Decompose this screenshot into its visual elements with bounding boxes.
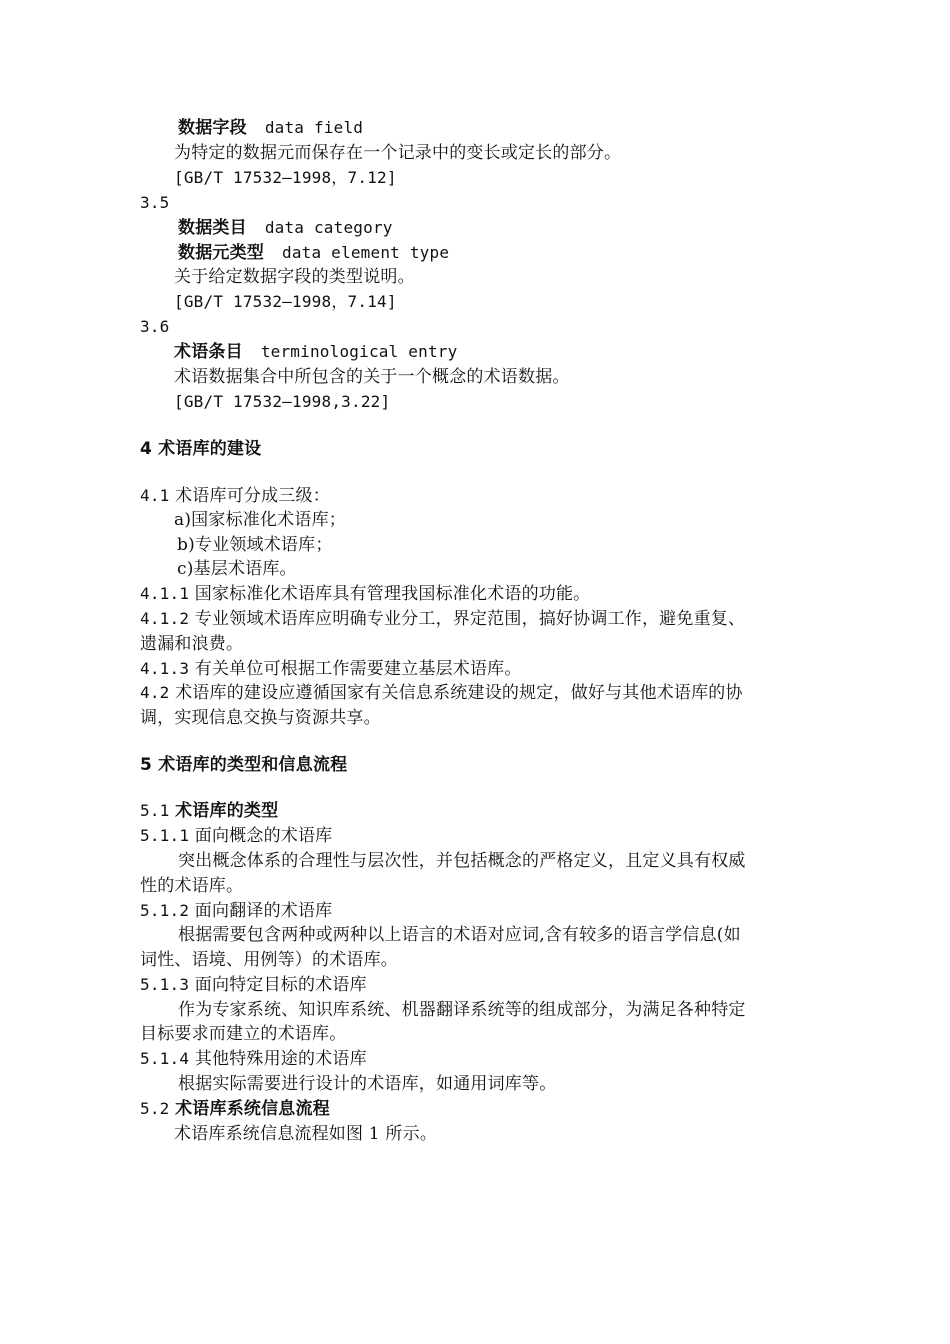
clause-5-1-1 [140,825,830,847]
clause-text: 根据实际需要进行设计的术语库，如通用词库等。 [178,1074,557,1094]
clause-text-continued: 词性、语境、用例等）的术语库。 [140,950,398,970]
term-en: terminological entry [260,342,458,361]
clause-number: 5.1.3 [140,975,190,994]
source-reference: [GB/T 17532—1998，7.12] [174,168,397,187]
term-zh: 数据元类型 [178,243,264,263]
clause-text-continued: 遗漏和浪费。 [140,634,244,654]
clause-4-1-2 [140,608,830,630]
source-reference: [GB/T 17532—1998,3.22] [174,392,391,411]
clause-text-continued: 目标要求而建立的术语库。 [140,1024,347,1044]
list-item: c)基层术语库。 [177,559,297,579]
clause-text: 作为专家系统、知识库系统、机器翻译系统等的组成部分，为满足各种特定 [178,1000,746,1020]
term-zh: 术语条目 [174,342,243,362]
clause-4-1-1 [140,583,830,605]
clause-number: 5.2 [140,1099,170,1118]
list-item: a)国家标准化术语库； [174,510,346,530]
clause-title: 术语库系统信息流程 [175,1099,330,1119]
term-en: data field [264,118,364,137]
clause-5-1-2 [140,900,830,922]
definition: 术语数据集合中所包含的关于一个概念的术语数据。 [174,367,570,387]
clause-text: 专业领域术语库应明确专业分工，界定范围，搞好协调工作，避免重复、 [194,609,746,629]
clause-text: 术语库可分成三级： [175,486,330,506]
clause-title: 面向翻译的术语库 [194,901,333,921]
clause-number: 4.2 [140,683,170,702]
clause-5-2 [140,1098,830,1120]
list-item: b)专业领域术语库； [177,535,333,555]
clause-number: 4.1.3 [140,659,190,678]
clause-text: 术语库的建设应遵循国家有关信息系统建设的规定，做好与其他术语库的协 [175,683,743,703]
clause-title: 术语库的类型 [175,801,279,821]
term-line-data-element-type [178,242,868,264]
clause-number: 5.1.1 [140,826,190,845]
clause-number: 4.1.1 [140,584,190,603]
term-line-data-category [178,217,868,239]
clause-5-1-4 [140,1048,830,1070]
clause-number: 5.1 [140,801,170,820]
clause-text: 有关单位可根据工作需要建立基层术语库。 [194,659,522,679]
entry-number: 3.5 [140,193,170,212]
clause-title: 面向特定目标的术语库 [194,975,367,995]
clause-text: 国家标准化术语库具有管理我国标准化术语的功能。 [194,584,591,604]
clause-number: 5.1.4 [140,1049,190,1068]
clause-5-1-3 [140,974,830,996]
clause-text-continued: 调，实现信息交换与资源共享。 [140,708,381,728]
clause-number: 4.1 [140,486,170,505]
clause-text-continued: 性的术语库。 [140,876,244,896]
clause-text: 术语库系统信息流程如图 1 所示。 [174,1124,438,1144]
clause-text: 突出概念体系的合理性与层次性，并包括概念的严格定义，且定义具有权威 [178,851,746,871]
clause-title: 其他特殊用途的术语库 [194,1049,367,1069]
clause-title: 面向概念的术语库 [194,826,333,846]
term-en: data element type [282,243,450,262]
clause-text: 根据需要包含两种或两种以上语言的术语对应词,含有较多的语言学信息(如 [178,925,741,945]
source-reference: [GB/T 17532—1998，7.14] [174,292,397,311]
definition: 关于给定数据字段的类型说明。 [174,267,415,287]
clause-4-2 [140,682,830,704]
clause-5-1 [140,800,830,822]
term-zh: 数据类目 [178,218,247,238]
term-en: data category [264,218,393,237]
section-heading-5: 5 术语库的类型和信息流程 [140,755,348,775]
section-heading-4: 4 术语库的建设 [140,439,262,459]
clause-number: 5.1.2 [140,901,190,920]
term-line-terminological-entry [174,341,864,363]
term-zh: 数据字段 [178,118,247,138]
entry-number: 3.6 [140,317,170,336]
term-line-data-field [178,117,868,139]
definition: 为特定的数据元而保存在一个记录中的变长或定长的部分。 [174,143,622,163]
clause-number: 4.1.2 [140,609,190,628]
clause-4-1 [140,485,830,507]
clause-4-1-3 [140,658,830,680]
